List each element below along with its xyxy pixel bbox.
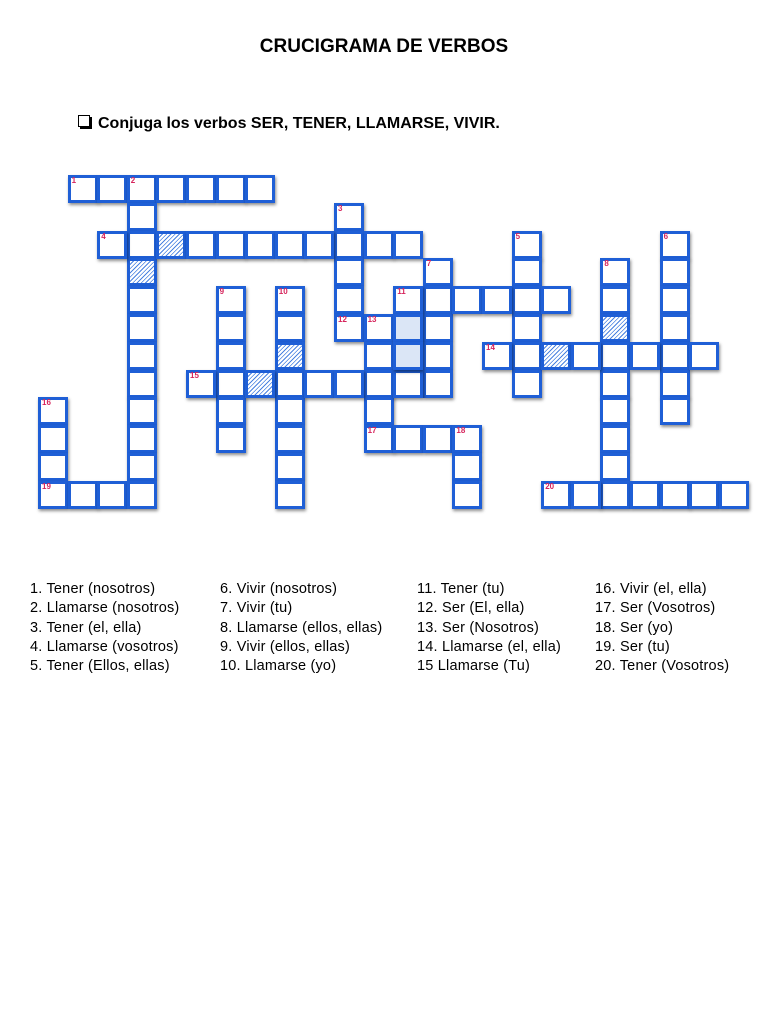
clue-number: 1: [71, 176, 77, 185]
crossword-cell[interactable]: [393, 342, 423, 370]
crossword-cell[interactable]: [186, 370, 216, 398]
blocked-cell: [600, 314, 630, 342]
crossword-cell[interactable]: [600, 397, 630, 425]
clue: 17. Ser (Vosotros): [595, 600, 716, 617]
clue-number: 7: [426, 259, 432, 269]
blocked-cell: [275, 342, 305, 370]
crossword-cell[interactable]: [571, 481, 601, 509]
crossword-cell[interactable]: [216, 370, 246, 398]
crossword-cell[interactable]: [719, 481, 749, 509]
clue-column-3: [417, 580, 561, 676]
clue: 4. Llamarse (vosotros): [30, 638, 179, 655]
crossword-cell[interactable]: [216, 425, 246, 453]
clue-number: 4: [101, 231, 106, 241]
crossword-cell[interactable]: [600, 370, 630, 398]
clue-number: 8: [604, 259, 609, 269]
clue: 14. Llamarse (el, ella): [417, 638, 562, 655]
clue: 11. Tener (tu): [417, 581, 505, 597]
clue-number: 5: [515, 231, 521, 241]
crossword-cell[interactable]: [571, 342, 601, 370]
crossword-cell[interactable]: [660, 342, 690, 370]
clue-number: 11: [397, 287, 406, 297]
crossword-cell[interactable]: [512, 314, 542, 342]
crossword-cell[interactable]: [512, 258, 542, 286]
crossword-cell[interactable]: [660, 231, 690, 259]
crossword-cell[interactable]: [600, 286, 630, 314]
crossword-cell[interactable]: [364, 425, 394, 453]
crossword-cell[interactable]: [38, 481, 68, 509]
clue-column-4: [595, 580, 755, 676]
crossword-cell[interactable]: [660, 286, 690, 314]
clue-number: 15: [190, 370, 199, 380]
crossword-cell[interactable]: [423, 258, 453, 286]
crossword-cell[interactable]: [660, 397, 690, 425]
crossword-cell[interactable]: [660, 370, 690, 398]
crossword-cell[interactable]: [334, 258, 364, 286]
crossword-cell[interactable]: [423, 370, 453, 398]
crossword-cell[interactable]: [660, 258, 690, 286]
crossword-cell[interactable]: [38, 453, 68, 481]
crossword-cell[interactable]: [245, 231, 275, 259]
crossword-cell[interactable]: [127, 453, 157, 481]
crossword-cell[interactable]: [97, 481, 127, 509]
clue: 6. Vivir (nosotros): [220, 581, 338, 597]
crossword-cell[interactable]: [512, 342, 542, 370]
crossword-cell[interactable]: [127, 203, 157, 231]
crossword-cell[interactable]: [334, 314, 364, 342]
clue-number: 3: [338, 203, 343, 213]
crossword-cell[interactable]: [275, 397, 305, 425]
clue: 7. Vivir (tu): [220, 600, 293, 617]
crossword-cell[interactable]: [600, 425, 630, 453]
crossword-cell[interactable]: [630, 342, 660, 370]
clue-number: 13: [367, 315, 377, 324]
crossword-cell[interactable]: [127, 286, 157, 314]
clue: 19. Ser (tu): [595, 638, 670, 655]
crossword-cell[interactable]: [482, 342, 512, 370]
clue-number: 16: [42, 398, 51, 408]
crossword-cell[interactable]: [364, 397, 394, 425]
crossword-cell[interactable]: [660, 314, 690, 342]
crossword-cell[interactable]: [216, 314, 246, 342]
crossword-cell[interactable]: [660, 481, 690, 509]
clue-number: 2: [130, 176, 136, 185]
crossword-cell[interactable]: [275, 481, 305, 509]
crossword-cell[interactable]: [275, 231, 305, 259]
crossword-cell[interactable]: [127, 425, 157, 453]
clue: 10. Llamarse (yo): [220, 658, 337, 675]
crossword-cell[interactable]: [512, 370, 542, 398]
clue: 16. Vivir (el, ella): [595, 581, 707, 597]
clue: 1. Tener (nosotros): [30, 581, 156, 597]
crossword-cell[interactable]: [364, 370, 394, 398]
crossword-cell[interactable]: [600, 453, 630, 481]
crossword-cell[interactable]: [482, 286, 512, 314]
crossword-cell[interactable]: [38, 425, 68, 453]
crossword-cell[interactable]: [186, 175, 216, 203]
crossword-cell[interactable]: [452, 425, 482, 453]
crossword-cell[interactable]: [689, 342, 719, 370]
crossword-cell[interactable]: [304, 231, 334, 259]
crossword-cell[interactable]: [452, 481, 482, 509]
crossword-cell[interactable]: [275, 314, 305, 342]
blocked-cell: [245, 370, 275, 398]
crossword-cell[interactable]: [393, 286, 423, 314]
crossword-cell[interactable]: [334, 286, 364, 314]
crossword-cell[interactable]: [127, 175, 157, 203]
crossword-cell[interactable]: [127, 370, 157, 398]
clue: 13. Ser (Nosotros): [417, 619, 540, 636]
clue-number: 14: [486, 342, 495, 352]
crossword-cell[interactable]: [97, 175, 127, 203]
crossword-cell[interactable]: [275, 286, 305, 314]
crossword-cell[interactable]: [393, 314, 423, 342]
crossword-cell[interactable]: [334, 231, 364, 259]
instruction: [78, 115, 500, 133]
crossword-cell[interactable]: [600, 481, 630, 509]
crossword-cell[interactable]: [600, 258, 630, 286]
instruction-text: Conjuga los verbos SER, TENER, LLAMARSE, VIVIR.: [98, 115, 500, 132]
crossword-cell[interactable]: [304, 370, 334, 398]
clue-number: 18: [456, 426, 466, 436]
crossword-cell[interactable]: [334, 370, 364, 398]
crossword-cell[interactable]: [423, 342, 453, 370]
crossword-cell[interactable]: [216, 175, 246, 203]
crossword-cell[interactable]: [275, 425, 305, 453]
crossword-cell[interactable]: [423, 425, 453, 453]
blocked-cell: [156, 231, 186, 259]
crossword-cell[interactable]: [245, 175, 275, 203]
clue: 12. Ser (El, ella): [417, 600, 525, 617]
crossword-cell[interactable]: [393, 425, 423, 453]
crossword-cell[interactable]: [127, 342, 157, 370]
clue: 8. Llamarse (ellos, ellas): [220, 619, 383, 636]
clue-number: 17: [367, 426, 377, 436]
crossword-cell[interactable]: [216, 397, 246, 425]
crossword-cell[interactable]: [275, 370, 305, 398]
crossword-cell[interactable]: [216, 231, 246, 259]
crossword-cell[interactable]: [452, 286, 482, 314]
blocked-cell: [127, 258, 157, 286]
crossword-cell[interactable]: [216, 286, 246, 314]
clue: 18. Ser (yo): [595, 619, 674, 636]
crossword-cell[interactable]: [334, 203, 364, 231]
crossword-cell[interactable]: [452, 453, 482, 481]
crossword-cell[interactable]: [275, 453, 305, 481]
crossword-cell[interactable]: [97, 231, 127, 259]
crossword-cell[interactable]: [630, 481, 660, 509]
crossword-cell[interactable]: [127, 397, 157, 425]
clue-number: 12: [338, 315, 347, 324]
crossword-cell[interactable]: [393, 370, 423, 398]
clue-number: 9: [219, 287, 225, 297]
crossword-cell[interactable]: [127, 231, 157, 259]
crossword-cell[interactable]: [68, 481, 98, 509]
crossword-cell[interactable]: [364, 231, 394, 259]
crossword-cell[interactable]: [393, 231, 423, 259]
clue: 2. Llamarse (nosotros): [30, 600, 180, 617]
crossword-cell[interactable]: [689, 481, 719, 509]
clue-number: 6: [663, 231, 669, 241]
clue-column-2: [220, 580, 382, 676]
checkbox-bullet-icon: [78, 115, 90, 127]
crossword-cell[interactable]: [512, 231, 542, 259]
clue-column-1: [30, 580, 179, 676]
crossword-cell[interactable]: [127, 314, 157, 342]
crossword-cell[interactable]: [156, 175, 186, 203]
clue: 5. Tener (Ellos, ellas): [30, 658, 170, 675]
crossword-cell[interactable]: [423, 286, 453, 314]
clue-number: 10: [278, 287, 288, 297]
crossword-cell[interactable]: [541, 481, 571, 509]
clue: 3. Tener (el, ella): [30, 619, 142, 636]
page-title: CRUCIGRAMA DE VERBOS: [259, 36, 509, 57]
clue-number: 19: [42, 481, 51, 491]
crossword-cell[interactable]: [127, 481, 157, 509]
crossword-cell[interactable]: [68, 175, 98, 203]
clue: 9. Vivir (ellos, ellas): [220, 638, 351, 655]
clue: 20. Tener (Vosotros): [595, 658, 730, 675]
crossword-cell[interactable]: [38, 397, 68, 425]
crossword-cell[interactable]: [512, 286, 542, 314]
crossword-cell[interactable]: [364, 342, 394, 370]
crossword-cell[interactable]: [600, 342, 630, 370]
clue-number: 20: [545, 481, 555, 491]
crossword-cell[interactable]: [216, 342, 246, 370]
crossword-cell[interactable]: [423, 314, 453, 342]
blocked-cell: [541, 342, 571, 370]
crossword-cell[interactable]: [541, 286, 571, 314]
crossword-cell[interactable]: [186, 231, 216, 259]
clue: 15 Llamarse (Tu): [417, 658, 531, 675]
crossword-cell[interactable]: [364, 314, 394, 342]
